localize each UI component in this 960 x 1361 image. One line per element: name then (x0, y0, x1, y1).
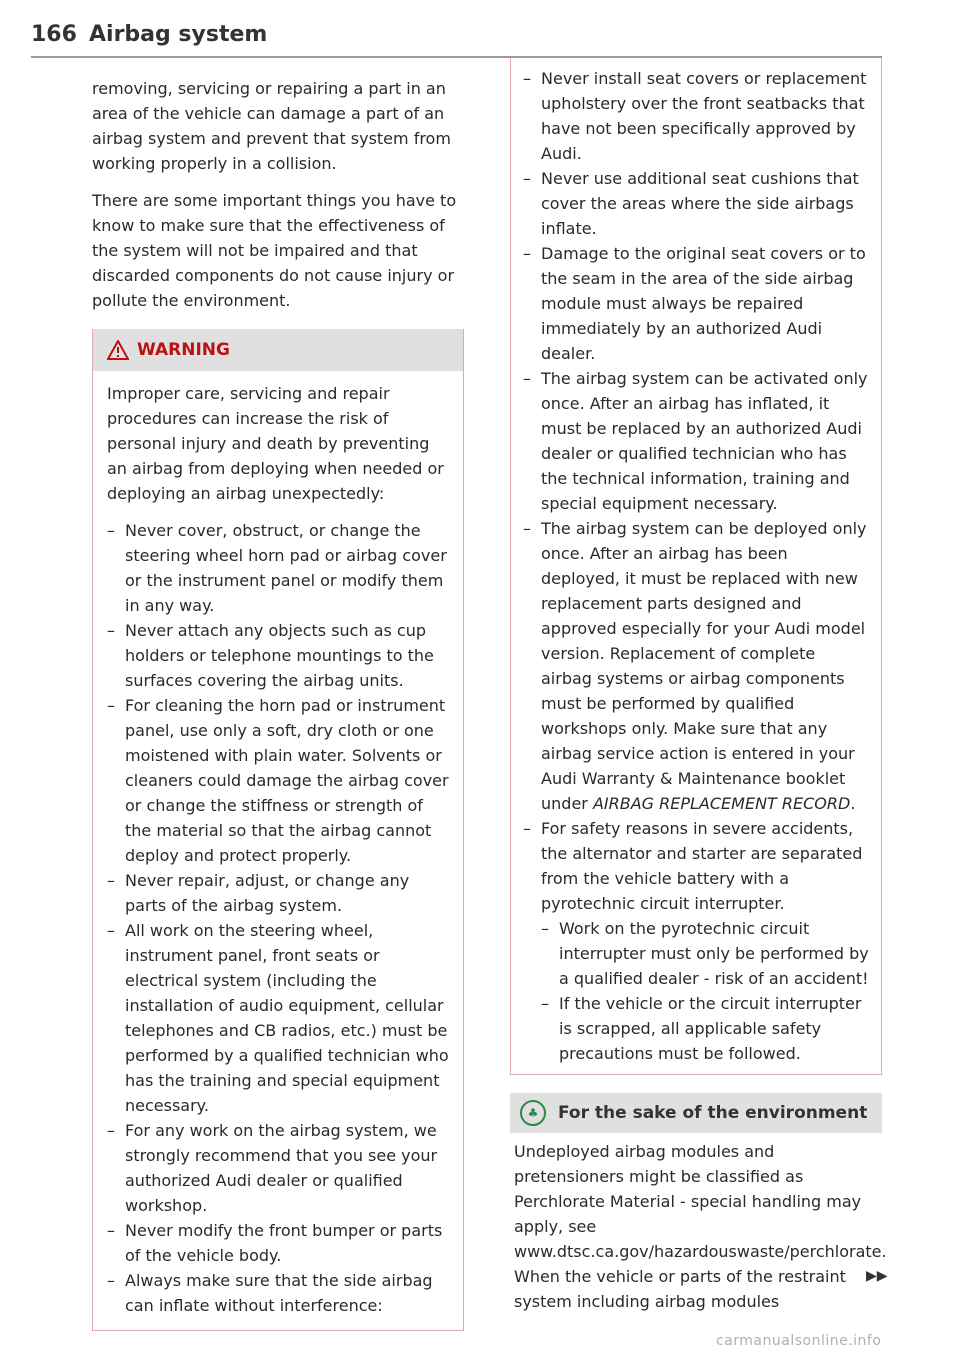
warning-header (93, 329, 463, 371)
side-airbag-sublist (523, 66, 869, 366)
environment-icon: ♣ (520, 1100, 546, 1126)
left-column (92, 76, 464, 1331)
list-item: – For any work on the airbag system, we strongly recommend that you see your authorized Audi dealer or qualified workshop. (107, 1118, 449, 1218)
page-number: 166 (31, 22, 77, 47)
list-item: – Never repair, adjust, or change any parts of the airbag system. (107, 868, 449, 918)
list-item-text: For safety reasons in severe accidents, the alternator and starter are separated from the vehicle battery with a pyrotechnic circuit interrupter. (541, 819, 863, 913)
airbag-replacement-record: AIRBAG REPLACEMENT RECORD (592, 794, 851, 813)
warning-list (107, 518, 449, 1318)
sub-list-item: – – Never install seat covers or replacement upholstery over the front seatbacks that have not been specifically approved by Audi. (523, 66, 869, 166)
right-column (510, 58, 887, 1326)
pyro-sublist (541, 916, 869, 1066)
list-item: – For cleaning the horn pad or instrument panel, use only a soft, dry cloth or one moistened with plain water. Solvents or cleaners could damage the airbag cover or change the stiffness or strength of the material so that the airbag cannot deploy and protect properly. (107, 693, 449, 868)
list-item: – Never modify the front bumper or parts of the vehicle body. (107, 1218, 449, 1268)
record-suffix: . (850, 794, 856, 813)
environment-text: Undeployed airbag modules and pretensioners might be classified as Perchlorate Material - special handling may apply, see www.dtsc.ca.gov/hazardouswaste/perchlorate. When the vehicle or parts of the restraint system including airbag modules (514, 1142, 887, 1311)
continue-arrow-icon: ▶▶ (866, 1268, 888, 1284)
warning-list-continued (523, 66, 869, 1066)
list-item: – Never attach any objects such as cup holders or telephone mountings to the surfaces covering the airbag units. (107, 618, 449, 693)
sub-list-item: – If the vehicle or the circuit interrupter is scrapped, all applicable safety precautions must be followed. (541, 991, 869, 1066)
warning-title: WARNING (137, 339, 230, 360)
sub-list-item: – Work on the pyrotechnic circuit interrupter must only be performed by a qualified dealer - risk of an accident! (541, 916, 869, 991)
warning-box-continued (510, 58, 882, 1075)
list-item (523, 66, 869, 366)
section-title: Airbag system (89, 22, 268, 47)
warning-intro: Improper care, servicing and repair procedures can increase the risk of personal injury and death by preventing an airbag from deploying when needed or deploying an airbag unexpectedly: (107, 384, 444, 503)
sub-list-item: – Damage to the original seat covers or to the seam in the area of the side airbag module must always be repaired immediately by an authorized Audi dealer. (523, 241, 869, 366)
intro-paragraph-2: There are some important things you have to know to make sure that the effectiveness of the system will not be impaired and that discarded components do not cause injury or pollute the environment. (92, 191, 457, 310)
warning-triangle-icon (107, 340, 129, 360)
list-item: – Never cover, obstruct, or change the steering wheel horn pad or airbag cover or the instrument panel or modify them in any way. (107, 518, 449, 618)
list-item: – All work on the steering wheel, instrument panel, front seats or electrical system (including the installation of audio equipment, cellular telephones and CB radios, etc.) must be performed by a qualified technician who has the training and special equipment necessary. (107, 918, 449, 1118)
list-item: – The airbag system can be activated only once. After an airbag has inflated, it must be replaced by an authorized Audi dealer or qualified technician who has the technical information, training and special equipment necessary. (523, 366, 869, 516)
list-item (523, 516, 869, 816)
list-item: – Always make sure that the side airbag can inflate without interference: (107, 1268, 449, 1318)
page-header (31, 20, 882, 58)
environment-title: For the sake of the environment (558, 1102, 868, 1123)
footer-watermark: carmanualsonline.info (716, 1333, 882, 1349)
environment-header (510, 1093, 882, 1133)
warning-box (92, 329, 464, 1331)
sub-list-item: – Never use additional seat cushions that cover the areas where the side airbags inflate. (523, 166, 869, 241)
intro-paragraph-1: removing, servicing or repairing a part in an area of the vehicle can damage a part of an airbag system and prevent that system from working properly in a collision. (92, 79, 451, 173)
list-item (523, 816, 869, 1066)
list-item-text: The airbag system can be deployed only once. After an airbag has been deployed, it must be replaced with new replacement parts designed and approved especially for your Audi model version. Replacement of complete airbag systems or airbag components must be performed by qualified workshops only. Make sure that any airbag service action is entered in your Audi Warranty & Maintenance booklet under (541, 519, 867, 813)
